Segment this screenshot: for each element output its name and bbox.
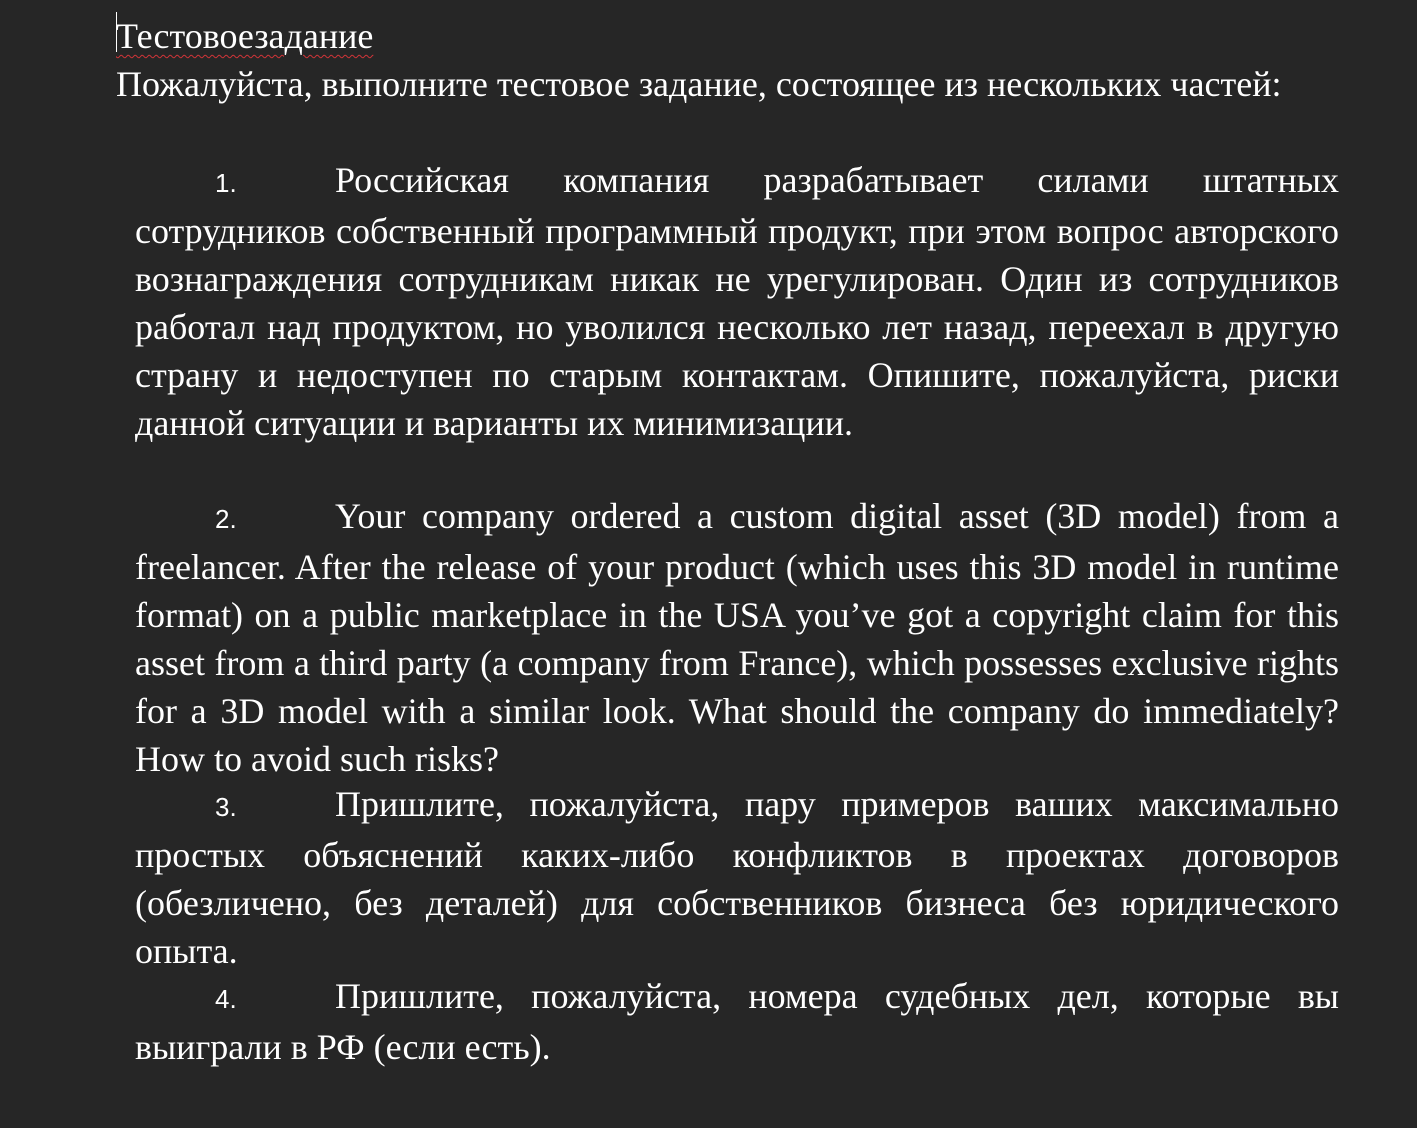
list-item-number: 4. [215,984,237,1014]
list-item[interactable] [135,492,1339,783]
intro-paragraph[interactable]: Пожалуйста, выполните тестовое задание, состоящее из нескольких частей: [116,64,1282,104]
list-item-number: 3. [215,792,237,822]
list-item[interactable] [135,972,1339,1071]
list-item-number: 2. [215,504,237,534]
list-item[interactable] [135,780,1339,975]
list-item-text: Пришлите, пожалуйста, номера судебных дел, которые вы выиграли в РФ (если есть). [135,976,1339,1067]
list-item-text: Your company ordered a custom digital asset (3D model) from a freelancer. After the release of your product (which uses this 3D model in runtime format) on a public marketplace in the USA you’ve got a copyright claim for this asset from a third party (a company from France), which possesses exclusive rights for a 3D model with a similar look. What should the company do immediately? How to avoid such risks? [135,496,1339,779]
list-item[interactable] [135,156,1339,447]
list-item-text: Российская компания разрабатывает силами штатных сотрудников собственный программный продукт, при этом вопрос авторского вознаграждения сотрудникам никак не урегулирован. Один из сотрудников работал над продуктом, но уволился несколько лет назад, переехал в другую страну и недоступен по старым контактам. Опишите, пожалуйста, риски данной ситуации и варианты их минимизации. [135,160,1339,443]
list-item-text: Пришлите, пожалуйста, пару примеров ваших максимально простых объяснений каких-либо конфликтов в проектах договоров (обезличено, без деталей) для собственников бизнеса без юридического опыта. [135,784,1339,971]
document-heading[interactable]: Тестовоезадание [116,16,374,56]
list-item-number: 1. [215,168,237,198]
